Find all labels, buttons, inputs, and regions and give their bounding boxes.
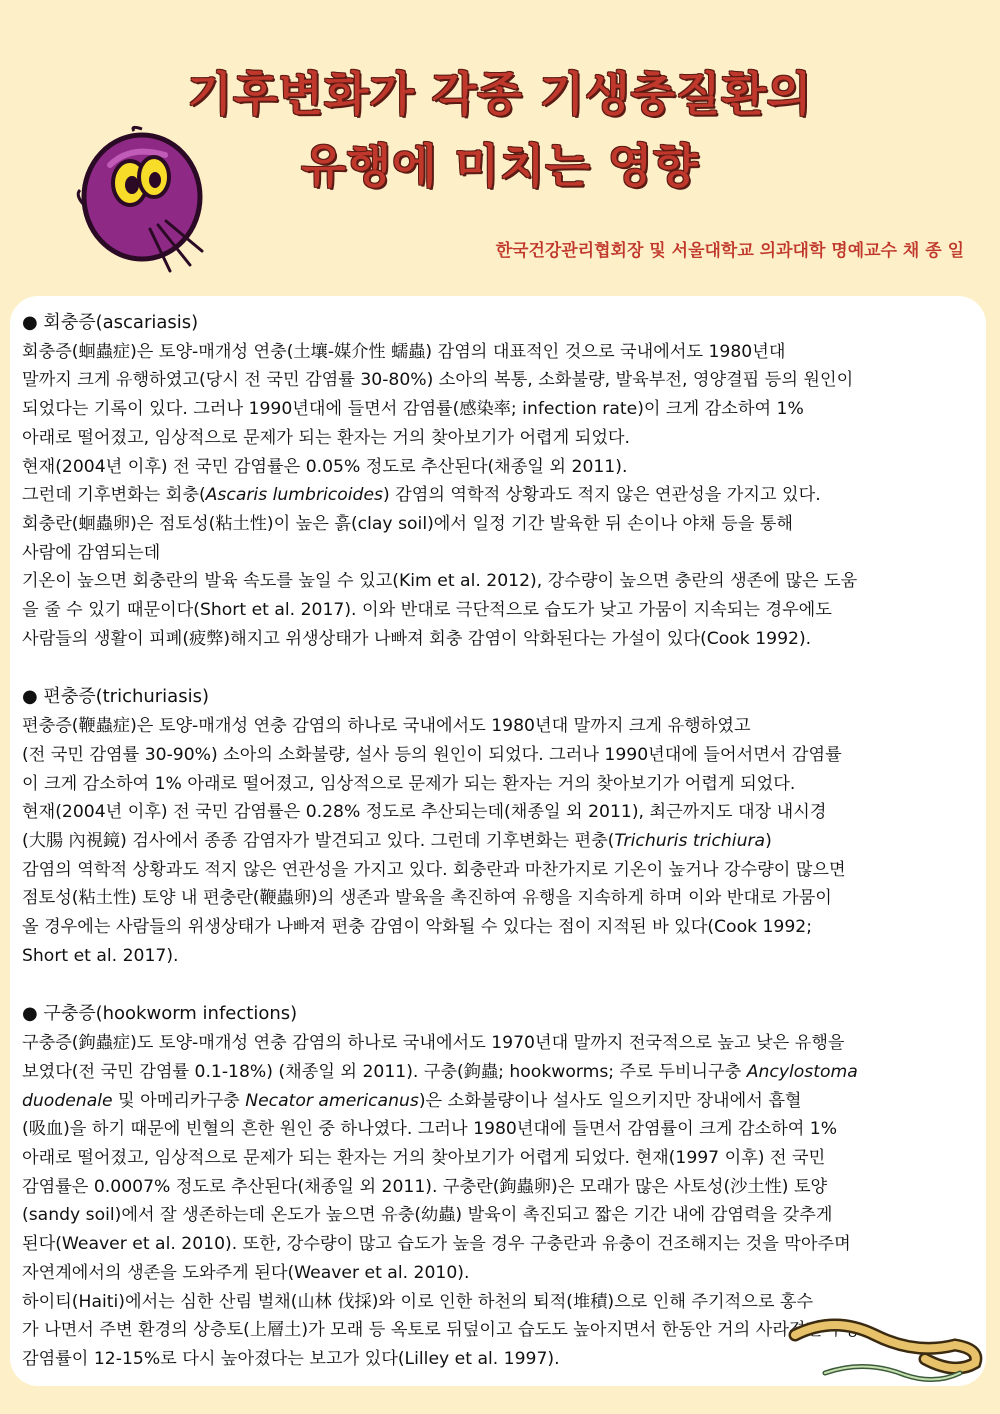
- text-line: [22, 481, 987, 510]
- text-segment: 구충증(鉤蟲症)도 토양-매개성 연충 감염의 하나로 국내에서도 1970년대 말까지 전국적으로 높고 낮은 유행을: [22, 1033, 845, 1054]
- text-line: [22, 453, 987, 482]
- text-segment: 을 줄 수 있기 때문이다(Short et al. 2017). 이와 반대로 극단적으로 습도가 낮고 가뭄이 지속되는 경우에도: [22, 600, 832, 621]
- section-heading: ● 구충증(hookworm infections): [22, 1003, 298, 1025]
- text-line: [22, 539, 987, 568]
- title-line-2: 유행에 미치는 영향: [301, 139, 699, 193]
- text-line: [22, 1288, 987, 1317]
- scientific-name: Ascaris lumbricoides: [205, 485, 383, 506]
- text-segment: 및 아메리카구충: [112, 1090, 246, 1111]
- scientific-name: Trichuris trichiura: [614, 830, 766, 851]
- text-segment: 올 경우에는 사람들의 위생상태가 나빠져 편충 감염이 악화될 수 있다는 점이 지적된 바 있다(Cook 1992;: [22, 917, 813, 938]
- text-segment: 감염의 역학적 상황과도 적지 않은 연관성을 가지고 있다. 회충란과 마찬가지로 기온이 높거나 강수량이 많으면: [22, 859, 846, 880]
- text-segment: (吸血)을 하기 때문에 빈혈의 흔한 원인 중 하나였다. 그러나 1980년대에 들면서 감염률이 크게 감소하여 1%: [22, 1119, 838, 1140]
- text-segment: 편충증(鞭蟲症)은 토양-매개성 연충 감염의 하나로 국내에서도 1980년대 말까지 크게 유행하였고: [22, 716, 751, 737]
- title-line-1: 기후변화가 각종 기생충질환의: [187, 67, 813, 121]
- scientific-name: duodenale: [22, 1090, 113, 1111]
- scientific-name: Necator americanus: [245, 1090, 419, 1111]
- text-line: [22, 884, 987, 913]
- text-segment: 사람들의 생활이 피폐(疲弊)해지고 위생상태가 나빠져 회충 감염이 악화된다는 가설이 있다(Cook 1992).: [22, 628, 812, 649]
- text-line: [22, 1173, 987, 1202]
- text-segment: 말까지 크게 유행하였고(당시 전 국민 감염률 30-80%) 소아의 복통, 소화불량, 발육부전, 영양결핍 등의 원인이: [22, 370, 854, 391]
- text-line: [22, 1087, 987, 1116]
- text-segment: 하이티(Haiti)에서는 심한 산림 벌채(山林 伐採)와 이로 인한 하천의 퇴적(堆積)으로 인해 주기적으로 홍수: [22, 1291, 814, 1312]
- text-segment: 감염률이 12-15%로 다시 높아졌다는 보고가 있다(Lilley et al. 1997).: [22, 1348, 560, 1369]
- text-segment: (sandy soil)에서 잘 생존하는데 온도가 높으면 유충(幼蟲) 발육이 촉진되고 짧은 기간 내에 감염력을 갖추게: [22, 1205, 833, 1226]
- section-1: [22, 683, 987, 970]
- text-segment: ) 감염의 역학적 상황과도 적지 않은 연관성을 가지고 있다.: [382, 485, 821, 506]
- section-heading: ● 회충증(ascariasis): [22, 312, 199, 333]
- text-segment: 자연계에서의 생존을 도와주게 된다(Weaver et al. 2010).: [22, 1262, 470, 1283]
- text-segment: Short et al. 2017).: [22, 945, 179, 966]
- text-line: [22, 770, 987, 799]
- text-segment: (전 국민 감염률 30-90%) 소아의 소화불량, 설사 등의 원인이 되었다. 그러나 1990년대에 들어서면서 감염률: [22, 744, 842, 765]
- text-segment: 아래로 떨어졌고, 임상적으로 문제가 되는 환자는 거의 찾아보기가 어렵게 되었다.: [22, 427, 631, 448]
- text-line: [22, 567, 987, 596]
- text-line: [22, 510, 987, 539]
- text-line: [22, 366, 987, 395]
- text-line: [22, 625, 987, 654]
- text-line: [22, 1259, 987, 1288]
- text-segment: 현재(2004년 이후) 전 국민 감염률은 0.28% 정도로 추산되는데(채종일 외 2011), 최근까지도 대장 내시경: [22, 802, 827, 823]
- text-segment: 현재(2004년 이후) 전 국민 감염률은 0.05% 정도로 추산된다(채종일 외 2011).: [22, 456, 628, 477]
- text-segment: 기온이 높으면 회충란의 발육 속도를 높일 수 있고(Kim et al. 2012), 강수량이 높으면 충란의 생존에 많은 도움: [22, 571, 858, 592]
- text-segment: 사람에 감염되는데: [22, 542, 161, 563]
- text-segment: )은 소화불량이나 설사도 일으키지만 장내에서 흡혈: [418, 1090, 802, 1111]
- scientific-name: Ancylostoma: [746, 1061, 858, 1082]
- text-segment: 가 나면서 주변 환경의 상층토(上層土)가 모래 등 옥토로 뒤덮이고 습도도 높아지면서 한동안 거의 사라졌던 구충: [22, 1320, 861, 1341]
- round-worm-mascot-icon: [70, 125, 210, 275]
- text-line: [22, 913, 987, 942]
- text-segment: ): [765, 830, 772, 851]
- text-line: [22, 942, 987, 971]
- text-line: [22, 798, 987, 827]
- section-0: [22, 309, 987, 653]
- text-line: [22, 1230, 987, 1259]
- article-body: [22, 309, 987, 1374]
- text-segment: 되었다는 기록이 있다. 그러나 1990년대에 들면서 감염률(感染率; infection rate)이 크게 감소하여 1%: [22, 399, 804, 420]
- text-line: [22, 741, 987, 770]
- text-segment: 점토성(粘土性) 토양 내 편충란(鞭蟲卵)의 생존과 발육을 촉진하여 유행을 지속하게 하며 이와 반대로 가뭄이: [22, 888, 832, 909]
- text-line: [22, 395, 987, 424]
- text-line: [22, 856, 987, 885]
- text-segment: 이 크게 감소하여 1% 아래로 떨어졌고, 임상적으로 문제가 되는 환자는 거의 찾아보기가 어렵게 되었다.: [22, 773, 796, 794]
- section-heading: ● 편충증(trichuriasis): [22, 686, 209, 708]
- text-segment: 감염률은 0.0007% 정도로 추산된다(채종일 외 2011). 구충란(鉤蟲卵)은 모래가 많은 사토성(沙土性) 토양: [22, 1176, 828, 1197]
- text-line: [22, 424, 987, 453]
- text-line: [22, 338, 987, 367]
- text-line: [22, 827, 987, 856]
- text-segment: 아래로 떨어졌고, 임상적으로 문제가 되는 환자는 거의 찾아보기가 어렵게 되었다. 현재(1997 이후) 전 국민: [22, 1147, 826, 1168]
- text-line: [22, 1201, 987, 1230]
- author-line: 한국건강관리협회장 및 서울대학교 의과대학 명예교수 채 종 일: [495, 241, 964, 261]
- text-segment: 회충증(蛔蟲症)은 토양-매개성 연충(土壤-媒介性 蠕蟲) 감염의 대표적인 것으로 국내에서도 1980년대: [22, 341, 786, 362]
- text-line: [22, 1115, 987, 1144]
- text-line: [22, 1144, 987, 1173]
- text-segment: 된다(Weaver et al. 2010). 또한, 강수량이 많고 습도가 높을 경우 구충란과 유충이 건조해지는 것을 막아주며: [22, 1234, 851, 1255]
- worm-icon: [785, 1315, 985, 1385]
- text-segment: 회충란(蛔蟲卵)은 점토성(粘土性)이 높은 흙(clay soil)에서 일정 기간 발육한 뒤 손이나 야채 등을 통해: [22, 513, 793, 534]
- text-line: [22, 596, 987, 625]
- text-segment: 보였다(전 국민 감염률 0.1-18%) (채종일 외 2011). 구충(鉤蟲; hookworms; 주로 두비니구충: [22, 1061, 747, 1082]
- text-line: [22, 1058, 987, 1087]
- text-segment: (大腸 內視鏡) 검사에서 종종 감염자가 발견되고 있다. 그런데 기후변화는 편충(: [22, 830, 615, 851]
- text-segment: 그런데 기후변화는 회충(: [22, 485, 206, 506]
- text-line: [22, 1029, 987, 1058]
- text-line: [22, 712, 987, 741]
